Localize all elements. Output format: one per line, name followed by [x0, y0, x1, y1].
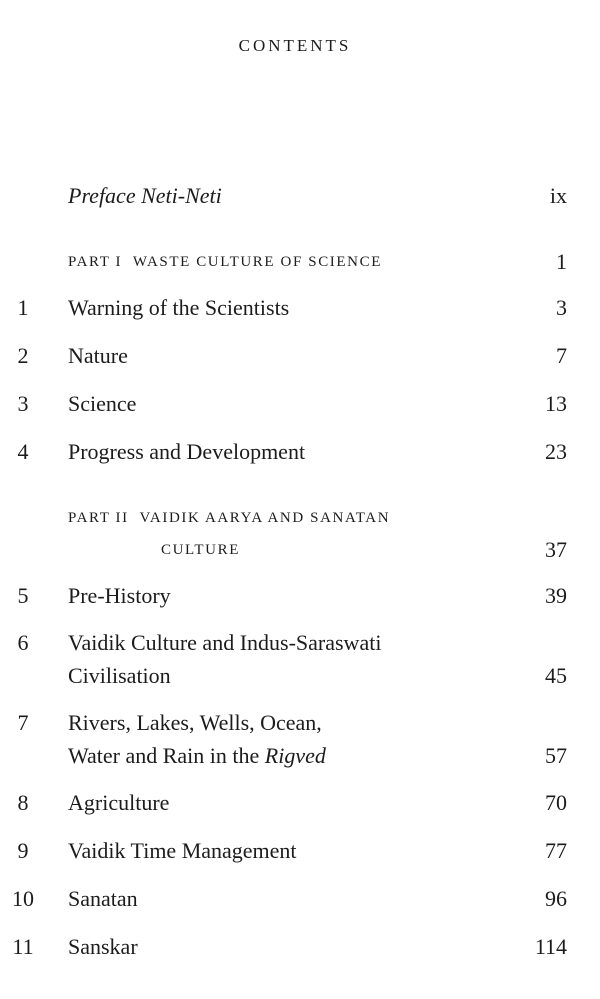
chapter-number: 7	[17, 710, 29, 735]
chapter-page: 45	[545, 663, 567, 688]
chapter-number: 6	[17, 630, 29, 655]
chapter-title: Pre-History	[68, 583, 171, 608]
chapter-number: 1	[17, 295, 29, 320]
chapter-title: Vaidik Time Management	[68, 838, 297, 863]
chapter-page: 57	[545, 743, 567, 768]
preface-title: Preface Neti-Neti	[68, 183, 222, 208]
preface-page: ix	[549, 183, 567, 208]
chapter-title: Science	[68, 391, 137, 416]
part-2-page: 37	[545, 537, 567, 562]
chapter-number: 8	[17, 790, 29, 815]
chapter-page: 7	[556, 343, 567, 368]
chapter-title: Nature	[68, 343, 128, 368]
chapter-number: 5	[17, 583, 29, 608]
chapter-number: 3	[17, 391, 29, 416]
part-2-heading: PART II VAIDIK AARYA AND SANATAN	[68, 510, 391, 526]
chapter-title: Vaidik Culture and Indus-Saraswati	[68, 630, 382, 655]
chapter-title: Rivers, Lakes, Wells, Ocean,	[68, 710, 322, 735]
chapter-number: 10	[12, 886, 34, 911]
chapter-title: Sanatan	[68, 886, 138, 911]
chapter-title-cont: Water and Rain in the Rigved	[68, 743, 326, 768]
chapter-number: 4	[17, 439, 29, 464]
part-1-heading: PART I WASTE CULTURE OF SCIENCE	[68, 254, 382, 270]
chapter-title: Progress and Development	[68, 439, 306, 464]
chapter-page: 3	[556, 295, 567, 320]
chapter-number: 11	[12, 934, 34, 959]
part-1-page: 1	[556, 249, 567, 274]
chapter-page: 23	[545, 439, 567, 464]
chapter-title-cont: Civilisation	[68, 663, 171, 688]
chapter-page: 114	[534, 934, 567, 959]
chapter-page: 70	[545, 790, 567, 815]
chapter-page: 39	[545, 583, 567, 608]
contents-heading: CONTENTS	[238, 36, 352, 55]
chapter-title: Warning of the Scientists	[68, 295, 290, 320]
chapter-page: 13	[545, 391, 567, 416]
chapter-title: Agriculture	[68, 790, 170, 815]
chapter-number: 9	[17, 838, 29, 863]
chapter-page: 77	[545, 838, 567, 863]
chapter-title: Sanskar	[68, 934, 138, 959]
part-2-heading-cont: CULTURE	[161, 542, 240, 558]
chapter-number: 2	[17, 343, 29, 368]
chapter-page: 96	[545, 886, 567, 911]
